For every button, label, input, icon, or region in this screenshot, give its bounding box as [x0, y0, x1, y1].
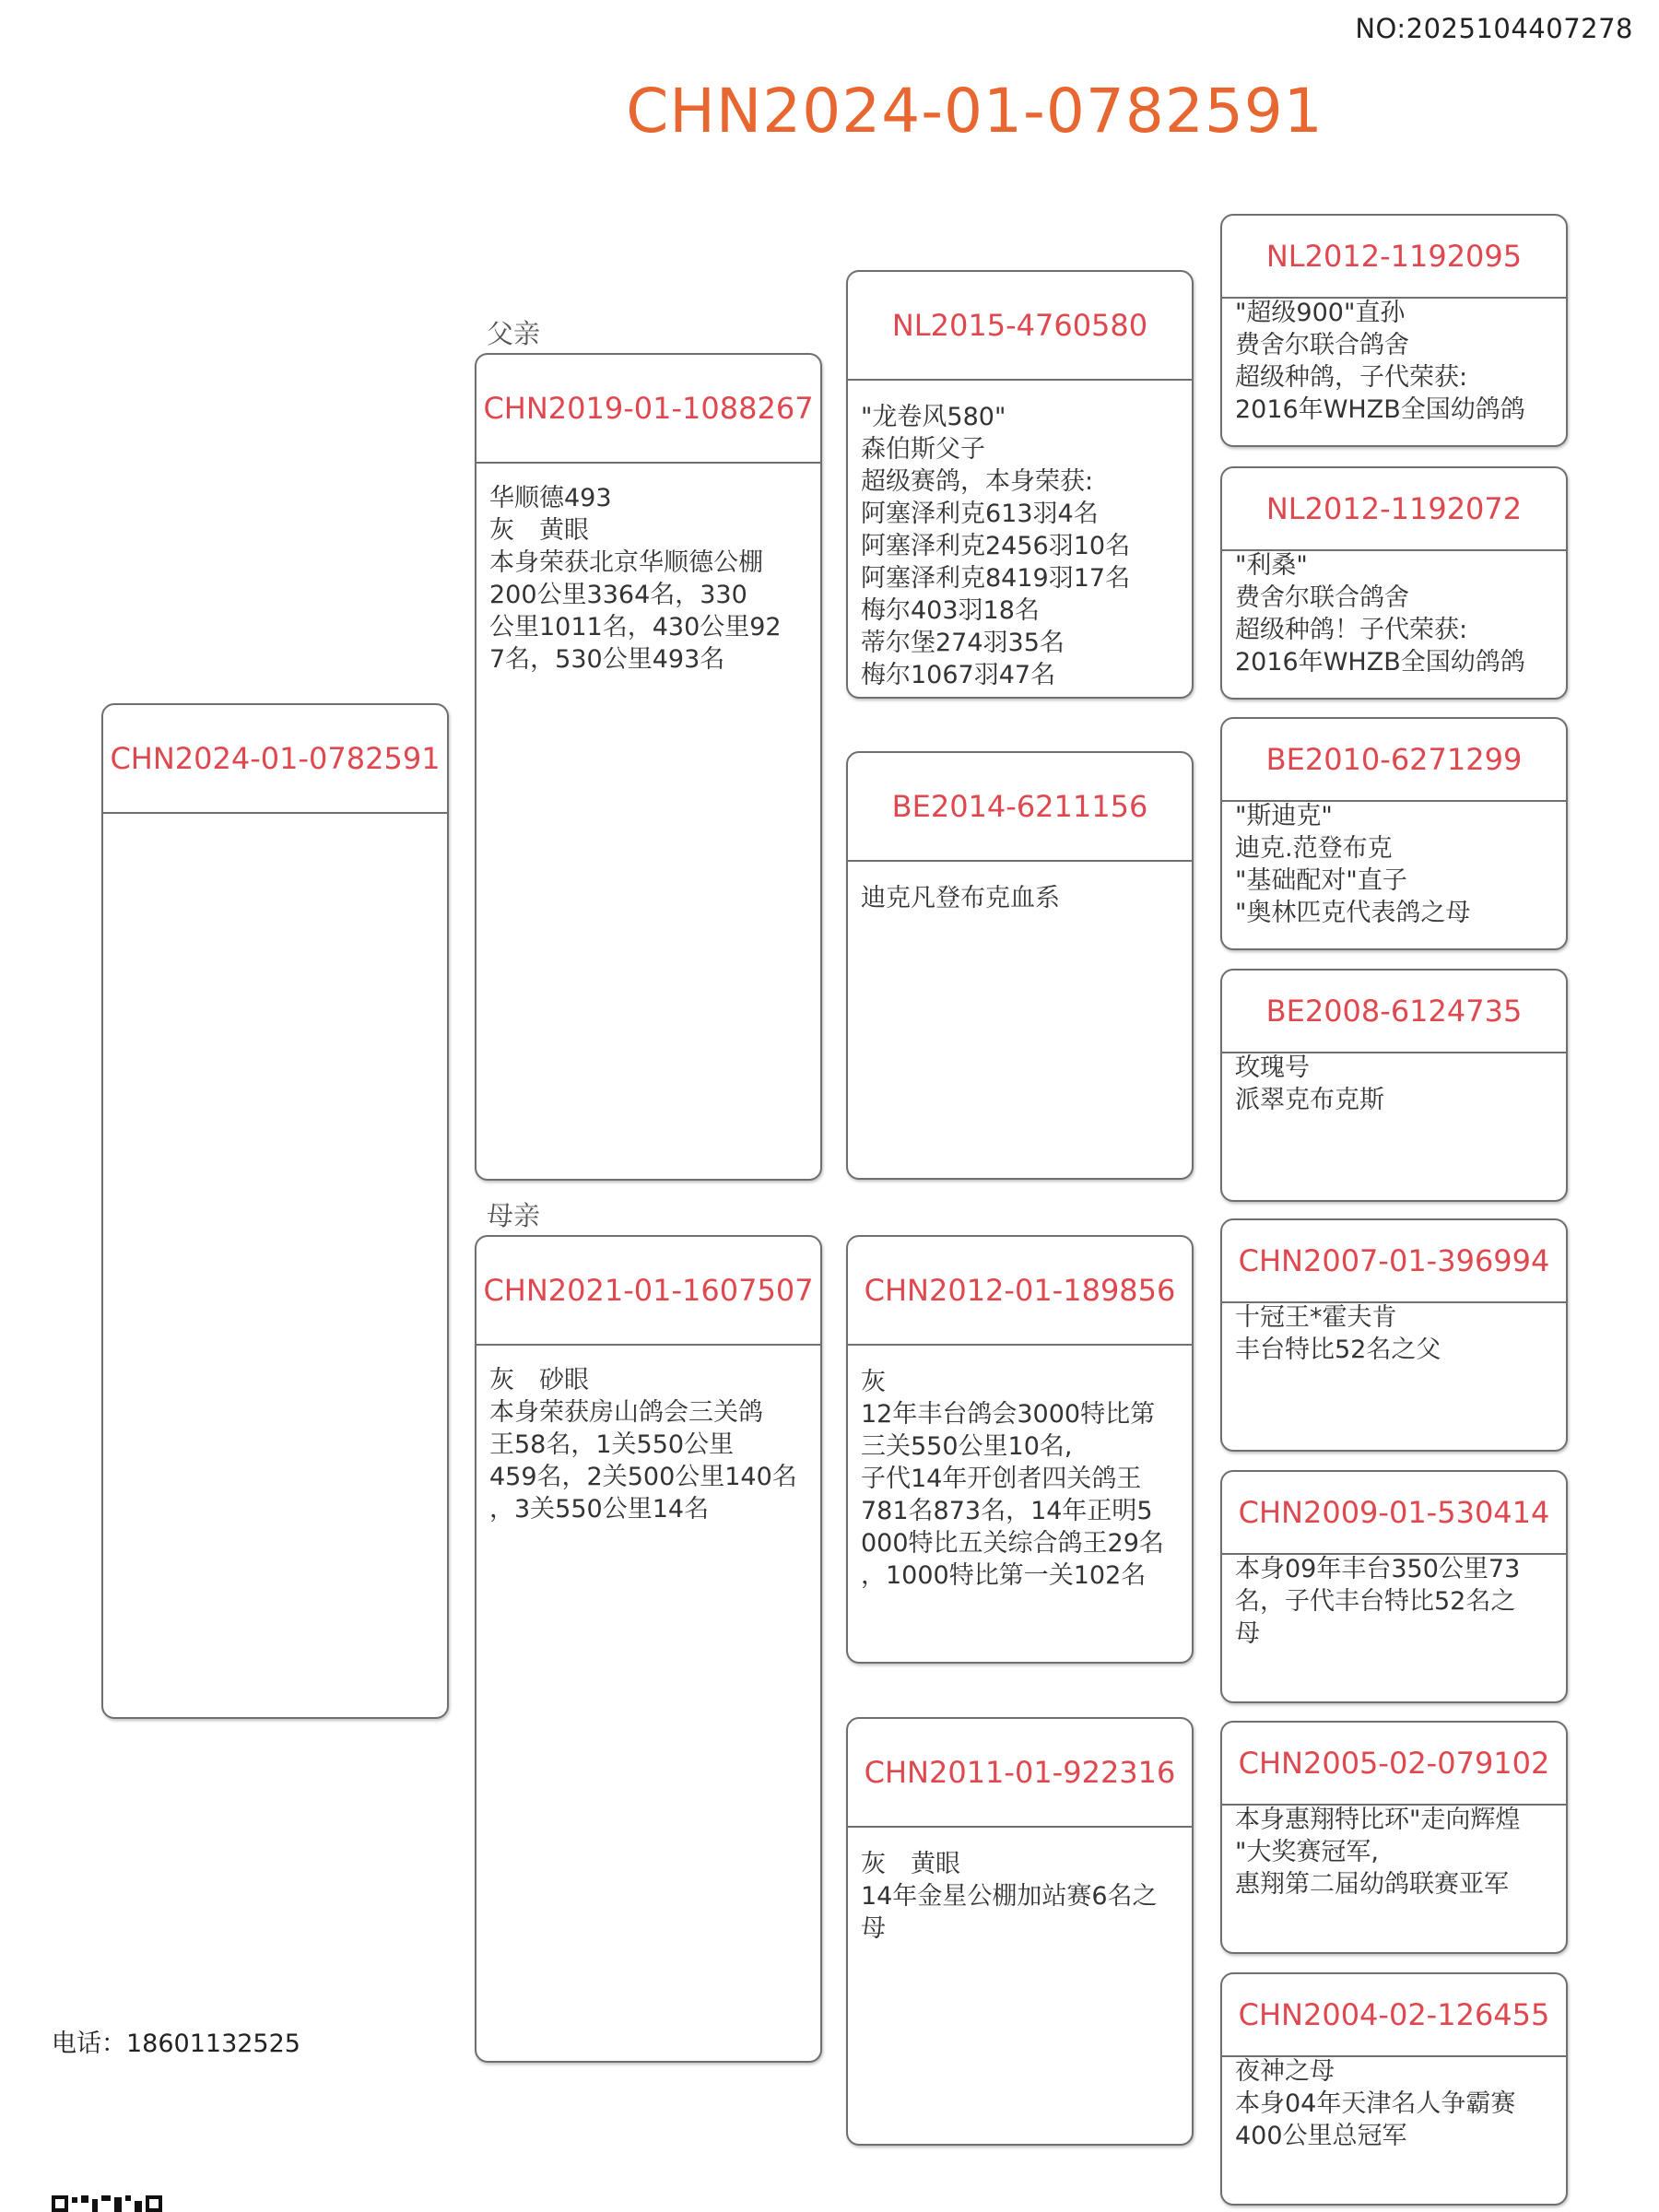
mother-card — [475, 1235, 822, 2063]
ring-number: BE2008-6124735 — [1222, 971, 1566, 1053]
ring-number: NL2015-4760580 — [848, 272, 1192, 381]
detail-line: 灰 砂眼 — [489, 1366, 589, 1394]
detail-line: 14年金星公棚加站赛6名之 — [861, 1882, 1158, 1911]
detail-line: 迪克凡登布克血系 — [861, 884, 1060, 912]
detail-line: 12年丰台鸽会3000特比第 — [861, 1400, 1156, 1429]
contact-phone: 电话：18601132525 — [52, 2030, 300, 2058]
detail-line: 459名，2关500公里140名 — [489, 1463, 797, 1491]
pedigree-details — [861, 401, 1184, 691]
detail-line: "利桑" — [1235, 551, 1308, 580]
qr-code-icon — [52, 2194, 171, 2212]
detail-line: 灰 — [861, 1368, 886, 1396]
detail-line: 子代14年开创者四关鸽王 — [861, 1465, 1142, 1493]
detail-line: 阿塞泽利克613羽4名 — [861, 500, 1099, 528]
great-grandparent-card — [1220, 1972, 1568, 2206]
ring-number: CHN2012-01-189856 — [848, 1237, 1192, 1346]
father-card — [475, 353, 822, 1181]
detail-line: 玫瑰号 — [1235, 1053, 1310, 1082]
detail-line: "斯迪克" — [1235, 802, 1333, 830]
great-grandparent-card — [1220, 1721, 1568, 1954]
detail-line: 三关550公里10名, — [861, 1432, 1073, 1461]
subject-ring-number: CHN2024-01-0782591 — [103, 705, 447, 814]
detail-line: "龙卷风580" — [861, 403, 1006, 431]
pedigree-details — [1235, 1553, 1559, 1650]
detail-line: 灰 黄眼 — [489, 516, 589, 545]
father-ring-number: CHN2019-01-1088267 — [477, 355, 820, 464]
detail-line: 本身惠翔特比环"走向辉煌 — [1235, 1806, 1521, 1834]
pedigree-details — [1235, 1301, 1559, 1366]
great-grandparent-card — [1220, 214, 1568, 447]
ring-number: CHN2005-02-079102 — [1222, 1723, 1566, 1806]
detail-line: 200公里3364名，330 — [489, 581, 747, 609]
page-title: CHN2024-01-0782591 — [626, 76, 1324, 147]
great-grandparent-card — [1220, 1470, 1568, 1703]
detail-line: 名，子代丰台特比52名之 — [1235, 1587, 1516, 1616]
detail-line: 000特比五关综合鸽王29名 — [861, 1529, 1164, 1558]
detail-line: 梅尔1067羽47名 — [861, 661, 1056, 689]
detail-line: 本身09年丰台350公里73 — [1235, 1555, 1521, 1583]
ring-number: CHN2009-01-530414 — [1222, 1472, 1566, 1555]
detail-line: ，1000特比第一关102名 — [861, 1561, 1147, 1590]
detail-line: 费舍尔联合鸽舍 — [1235, 583, 1409, 612]
detail-line: 781名873名，14年正明5 — [861, 1497, 1153, 1525]
detail-line: ，3关550公里14名 — [489, 1495, 710, 1524]
grandparent-card-paternal-dam — [846, 751, 1194, 1180]
detail-line: 公里1011名，430公里92 — [489, 613, 782, 641]
detail-line: 400公里总冠军 — [1235, 2122, 1407, 2150]
detail-line: 超级种鸽！子代荣获: — [1235, 616, 1468, 644]
detail-line: "大奖赛冠军, — [1235, 1838, 1380, 1866]
detail-line: 森伯斯父子 — [861, 435, 985, 464]
mother-details — [489, 1364, 813, 1525]
detail-line: 超级赛鸽，本身荣获: — [861, 467, 1094, 496]
great-grandparent-card — [1220, 717, 1568, 950]
pedigree-details — [1235, 297, 1559, 426]
detail-line: 本身04年天津名人争霸赛 — [1235, 2089, 1516, 2118]
pedigree-details — [861, 1366, 1184, 1592]
great-grandparent-card — [1220, 969, 1568, 1202]
pedigree-details — [1235, 549, 1559, 678]
detail-line: 梅尔403羽18名 — [861, 596, 1040, 625]
grandparent-card-maternal-dam — [846, 1717, 1194, 2146]
detail-line: 丰台特比52名之父 — [1235, 1335, 1441, 1364]
ring-number: BE2010-6271299 — [1222, 719, 1566, 802]
detail-line: 费舍尔联合鸽舍 — [1235, 331, 1409, 359]
detail-line: 2016年WHZB全国幼鸽鸽 — [1235, 395, 1525, 424]
subject-card — [101, 703, 449, 1719]
document-number: NO:2025104407278 — [1355, 13, 1633, 44]
detail-line: "奥林匹克代表鸽之母 — [1235, 899, 1471, 927]
detail-line: 迪克.范登布克 — [1235, 834, 1393, 863]
detail-line: 华顺德493 — [489, 484, 612, 512]
ring-number: CHN2011-01-922316 — [848, 1719, 1192, 1828]
detail-line: 母 — [1235, 1619, 1260, 1648]
pedigree-details — [1235, 2055, 1559, 2152]
detail-line: 灰 黄眼 — [861, 1850, 960, 1878]
grandparent-card-maternal-sire — [846, 1235, 1194, 1664]
detail-line: 派翠克布克斯 — [1235, 1086, 1384, 1114]
mother-ring-number: CHN2021-01-1607507 — [477, 1237, 820, 1346]
father-label: 父亲 — [487, 318, 541, 349]
detail-line: 母 — [861, 1914, 886, 1943]
detail-line: 阿塞泽利克8419羽17名 — [861, 564, 1131, 593]
detail-line: "基础配对"直子 — [1235, 866, 1407, 895]
ring-number: BE2014-6211156 — [848, 753, 1192, 862]
grandparent-card-paternal-sire — [846, 270, 1194, 699]
ring-number: NL2012-1192095 — [1222, 216, 1566, 299]
father-details — [489, 482, 813, 676]
detail-line: 夜神之母 — [1235, 2057, 1335, 2086]
detail-line: 7名，530公里493名 — [489, 645, 725, 674]
pedigree-details — [861, 882, 1184, 914]
detail-line: 2016年WHZB全国幼鸽鸽 — [1235, 648, 1525, 677]
detail-line: "超级900"直孙 — [1235, 299, 1406, 327]
pedigree-details — [1235, 1052, 1559, 1116]
detail-line: 阿塞泽利克2456羽10名 — [861, 532, 1131, 560]
great-grandparent-card — [1220, 466, 1568, 700]
detail-line: 惠翔第二届幼鸽联赛亚军 — [1235, 1870, 1509, 1899]
ring-number: CHN2004-02-126455 — [1222, 1974, 1566, 2057]
detail-line: 十冠王*霍夫肯 — [1235, 1303, 1397, 1332]
mother-label: 母亲 — [487, 1200, 541, 1231]
pedigree-details — [1235, 1804, 1559, 1900]
ring-number: CHN2007-01-396994 — [1222, 1220, 1566, 1303]
detail-line: 本身荣获北京华顺德公棚 — [489, 548, 763, 577]
pedigree-details — [861, 1848, 1184, 1945]
detail-line: 本身荣获房山鸽会三关鸽 — [489, 1398, 763, 1427]
great-grandparent-card — [1220, 1218, 1568, 1452]
ring-number: NL2012-1192072 — [1222, 468, 1566, 551]
detail-line: 蒂尔堡274羽35名 — [861, 629, 1065, 657]
detail-line: 王58名，1关550公里 — [489, 1430, 735, 1459]
detail-line: 超级种鸽，子代荣获: — [1235, 363, 1468, 392]
pedigree-details — [1235, 800, 1559, 929]
